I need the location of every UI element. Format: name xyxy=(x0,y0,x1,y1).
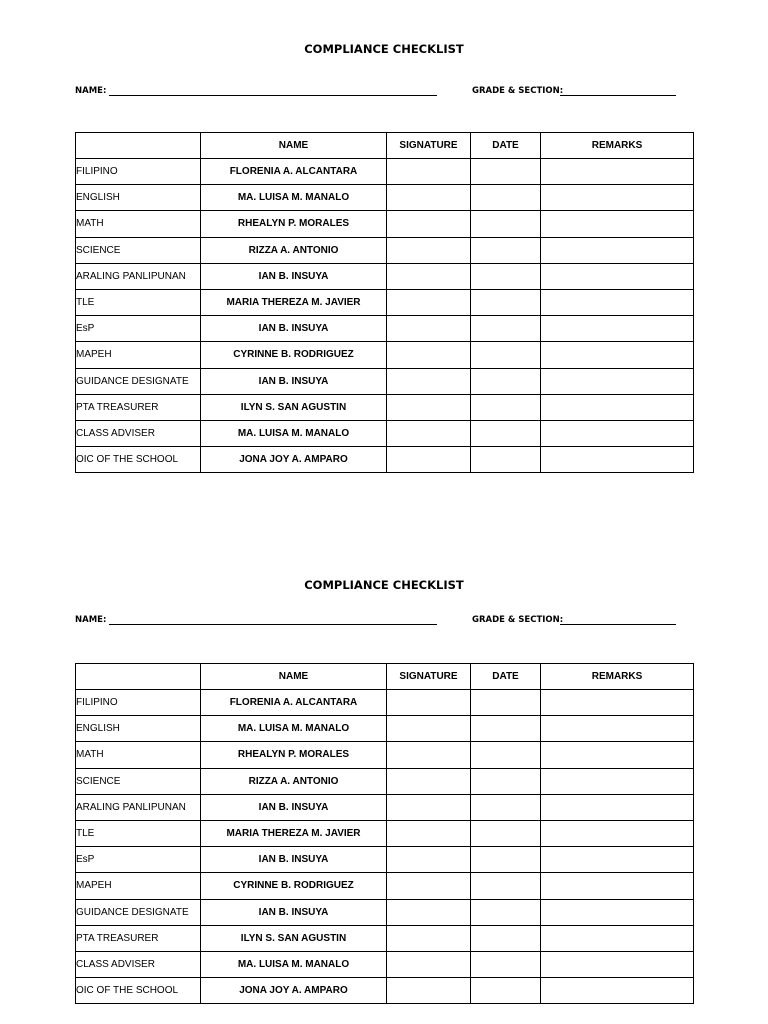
subject-cell: TLE xyxy=(76,289,201,315)
table-row xyxy=(76,447,694,473)
signature-cell[interactable] xyxy=(387,847,471,873)
table-row xyxy=(76,185,694,211)
teacher-name-cell: RHEALYN P. MORALES xyxy=(201,742,387,768)
remarks-cell[interactable] xyxy=(541,289,694,315)
signature-cell[interactable] xyxy=(387,263,471,289)
table-row xyxy=(76,211,694,237)
teacher-name-cell: CYRINNE B. RODRIGUEZ xyxy=(201,873,387,899)
date-cell[interactable] xyxy=(471,394,541,420)
remarks-cell[interactable] xyxy=(541,316,694,342)
date-cell[interactable] xyxy=(471,925,541,951)
remarks-cell[interactable] xyxy=(541,159,694,185)
subject-cell: MAPEH xyxy=(76,873,201,899)
table-row xyxy=(76,978,694,1004)
date-cell[interactable] xyxy=(471,237,541,263)
remarks-cell[interactable] xyxy=(541,951,694,977)
grade-section-field-line[interactable] xyxy=(560,616,676,625)
remarks-cell[interactable] xyxy=(541,185,694,211)
signature-cell[interactable] xyxy=(387,159,471,185)
date-cell[interactable] xyxy=(471,768,541,794)
name-field-line[interactable] xyxy=(109,616,437,625)
date-cell[interactable] xyxy=(471,263,541,289)
teacher-name-cell: RIZZA A. ANTONIO xyxy=(201,768,387,794)
subject-cell: MATH xyxy=(76,742,201,768)
date-cell[interactable] xyxy=(471,368,541,394)
date-cell[interactable] xyxy=(471,951,541,977)
date-cell[interactable] xyxy=(471,716,541,742)
subject-cell: FILIPINO xyxy=(76,690,201,716)
teacher-name-cell: IAN B. INSUYA xyxy=(201,316,387,342)
table-row xyxy=(76,768,694,794)
remarks-cell[interactable] xyxy=(541,394,694,420)
signature-cell[interactable] xyxy=(387,925,471,951)
signature-cell[interactable] xyxy=(387,978,471,1004)
remarks-cell[interactable] xyxy=(541,368,694,394)
subject-cell: ARALING PANLIPUNAN xyxy=(76,794,201,820)
subject-cell: ENGLISH xyxy=(76,185,201,211)
signature-cell[interactable] xyxy=(387,211,471,237)
signature-cell[interactable] xyxy=(387,690,471,716)
header-subject xyxy=(76,664,201,690)
teacher-name-cell: MARIA THEREZA M. JAVIER xyxy=(201,289,387,315)
teacher-name-cell: RIZZA A. ANTONIO xyxy=(201,237,387,263)
teacher-name-cell: IAN B. INSUYA xyxy=(201,899,387,925)
subject-cell: PTA TREASURER xyxy=(76,925,201,951)
teacher-name-cell: IAN B. INSUYA xyxy=(201,368,387,394)
date-cell[interactable] xyxy=(471,159,541,185)
header-remarks: REMARKS xyxy=(541,133,694,159)
teacher-name-cell: MA. LUISA M. MANALO xyxy=(201,185,387,211)
remarks-cell[interactable] xyxy=(541,873,694,899)
signature-cell[interactable] xyxy=(387,716,471,742)
header-signature: SIGNATURE xyxy=(387,664,471,690)
header-signature: SIGNATURE xyxy=(387,133,471,159)
teacher-name-cell: ILYN S. SAN AGUSTIN xyxy=(201,394,387,420)
remarks-cell[interactable] xyxy=(541,690,694,716)
table-row xyxy=(76,716,694,742)
teacher-name-cell: IAN B. INSUYA xyxy=(201,847,387,873)
date-cell[interactable] xyxy=(471,820,541,846)
remarks-cell[interactable] xyxy=(541,768,694,794)
subject-cell: FILIPINO xyxy=(76,159,201,185)
signature-cell[interactable] xyxy=(387,951,471,977)
subject-cell: TLE xyxy=(76,820,201,846)
signature-cell[interactable] xyxy=(387,342,471,368)
subject-cell: MAPEH xyxy=(76,342,201,368)
date-cell[interactable] xyxy=(471,420,541,446)
table-row xyxy=(76,873,694,899)
date-cell[interactable] xyxy=(471,342,541,368)
date-cell[interactable] xyxy=(471,211,541,237)
checklist-table xyxy=(75,132,694,473)
table-row xyxy=(76,368,694,394)
subject-cell: CLASS ADVISER xyxy=(76,420,201,446)
table-row xyxy=(76,742,694,768)
name-label: NAME: xyxy=(75,615,107,625)
signature-cell[interactable] xyxy=(387,873,471,899)
date-cell[interactable] xyxy=(471,742,541,768)
subject-cell: ARALING PANLIPUNAN xyxy=(76,263,201,289)
table-row xyxy=(76,289,694,315)
subject-cell: GUIDANCE DESIGNATE xyxy=(76,368,201,394)
remarks-cell[interactable] xyxy=(541,420,694,446)
header-name: NAME xyxy=(201,133,387,159)
teacher-name-cell: CYRINNE B. RODRIGUEZ xyxy=(201,342,387,368)
table-header-row xyxy=(76,133,694,159)
header-subject xyxy=(76,133,201,159)
subject-cell: OIC OF THE SCHOOL xyxy=(76,978,201,1004)
table-row xyxy=(76,925,694,951)
date-cell[interactable] xyxy=(471,447,541,473)
signature-cell[interactable] xyxy=(387,316,471,342)
teacher-name-cell: JONA JOY A. AMPARO xyxy=(201,447,387,473)
grade-section-label: GRADE & SECTION: xyxy=(472,615,564,625)
date-cell[interactable] xyxy=(471,847,541,873)
signature-cell[interactable] xyxy=(387,420,471,446)
form-title: COMPLIANCE CHECKLIST xyxy=(304,578,464,592)
date-cell[interactable] xyxy=(471,899,541,925)
remarks-cell[interactable] xyxy=(541,925,694,951)
signature-cell[interactable] xyxy=(387,394,471,420)
date-cell[interactable] xyxy=(471,794,541,820)
table-header-row xyxy=(76,664,694,690)
table-row xyxy=(76,263,694,289)
date-cell[interactable] xyxy=(471,289,541,315)
grade-section-field-line[interactable] xyxy=(560,87,676,96)
table-row xyxy=(76,342,694,368)
subject-cell: GUIDANCE DESIGNATE xyxy=(76,899,201,925)
subject-cell: CLASS ADVISER xyxy=(76,951,201,977)
subject-cell: EsP xyxy=(76,316,201,342)
remarks-cell[interactable] xyxy=(541,263,694,289)
table-row xyxy=(76,951,694,977)
table-row xyxy=(76,847,694,873)
remarks-cell[interactable] xyxy=(541,342,694,368)
form-title: COMPLIANCE CHECKLIST xyxy=(304,42,464,56)
remarks-cell[interactable] xyxy=(541,899,694,925)
header-remarks: REMARKS xyxy=(541,664,694,690)
teacher-name-cell: MA. LUISA M. MANALO xyxy=(201,951,387,977)
table-row xyxy=(76,899,694,925)
teacher-name-cell: IAN B. INSUYA xyxy=(201,263,387,289)
remarks-cell[interactable] xyxy=(541,237,694,263)
subject-cell: EsP xyxy=(76,847,201,873)
name-field-line[interactable] xyxy=(109,87,437,96)
subject-cell: SCIENCE xyxy=(76,768,201,794)
subject-cell: PTA TREASURER xyxy=(76,394,201,420)
signature-cell[interactable] xyxy=(387,237,471,263)
table-row xyxy=(76,794,694,820)
signature-cell[interactable] xyxy=(387,768,471,794)
name-label: NAME: xyxy=(75,86,107,96)
header-date: DATE xyxy=(471,664,541,690)
checklist-table xyxy=(75,663,694,1004)
table-row xyxy=(76,690,694,716)
header-name: NAME xyxy=(201,664,387,690)
remarks-cell[interactable] xyxy=(541,716,694,742)
remarks-cell[interactable] xyxy=(541,847,694,873)
teacher-name-cell: FLORENIA A. ALCANTARA xyxy=(201,690,387,716)
teacher-name-cell: MA. LUISA M. MANALO xyxy=(201,420,387,446)
remarks-cell[interactable] xyxy=(541,447,694,473)
signature-cell[interactable] xyxy=(387,185,471,211)
date-cell[interactable] xyxy=(471,185,541,211)
teacher-name-cell: MA. LUISA M. MANALO xyxy=(201,716,387,742)
teacher-name-cell: JONA JOY A. AMPARO xyxy=(201,978,387,1004)
date-cell[interactable] xyxy=(471,316,541,342)
remarks-cell[interactable] xyxy=(541,794,694,820)
remarks-cell[interactable] xyxy=(541,742,694,768)
teacher-name-cell: IAN B. INSUYA xyxy=(201,794,387,820)
teacher-name-cell: ILYN S. SAN AGUSTIN xyxy=(201,925,387,951)
table-row xyxy=(76,820,694,846)
remarks-cell[interactable] xyxy=(541,820,694,846)
signature-cell[interactable] xyxy=(387,742,471,768)
table-row xyxy=(76,394,694,420)
subject-cell: MATH xyxy=(76,211,201,237)
subject-cell: OIC OF THE SCHOOL xyxy=(76,447,201,473)
date-cell[interactable] xyxy=(471,690,541,716)
header-date: DATE xyxy=(471,133,541,159)
table-row xyxy=(76,420,694,446)
signature-cell[interactable] xyxy=(387,289,471,315)
signature-cell[interactable] xyxy=(387,368,471,394)
date-cell[interactable] xyxy=(471,978,541,1004)
subject-cell: SCIENCE xyxy=(76,237,201,263)
subject-cell: ENGLISH xyxy=(76,716,201,742)
signature-cell[interactable] xyxy=(387,447,471,473)
signature-cell[interactable] xyxy=(387,899,471,925)
grade-section-label: GRADE & SECTION: xyxy=(472,86,564,96)
teacher-name-cell: RHEALYN P. MORALES xyxy=(201,211,387,237)
table-row xyxy=(76,159,694,185)
table-row xyxy=(76,316,694,342)
teacher-name-cell: FLORENIA A. ALCANTARA xyxy=(201,159,387,185)
remarks-cell[interactable] xyxy=(541,978,694,1004)
signature-cell[interactable] xyxy=(387,794,471,820)
date-cell[interactable] xyxy=(471,873,541,899)
remarks-cell[interactable] xyxy=(541,211,694,237)
teacher-name-cell: MARIA THEREZA M. JAVIER xyxy=(201,820,387,846)
signature-cell[interactable] xyxy=(387,820,471,846)
table-row xyxy=(76,237,694,263)
